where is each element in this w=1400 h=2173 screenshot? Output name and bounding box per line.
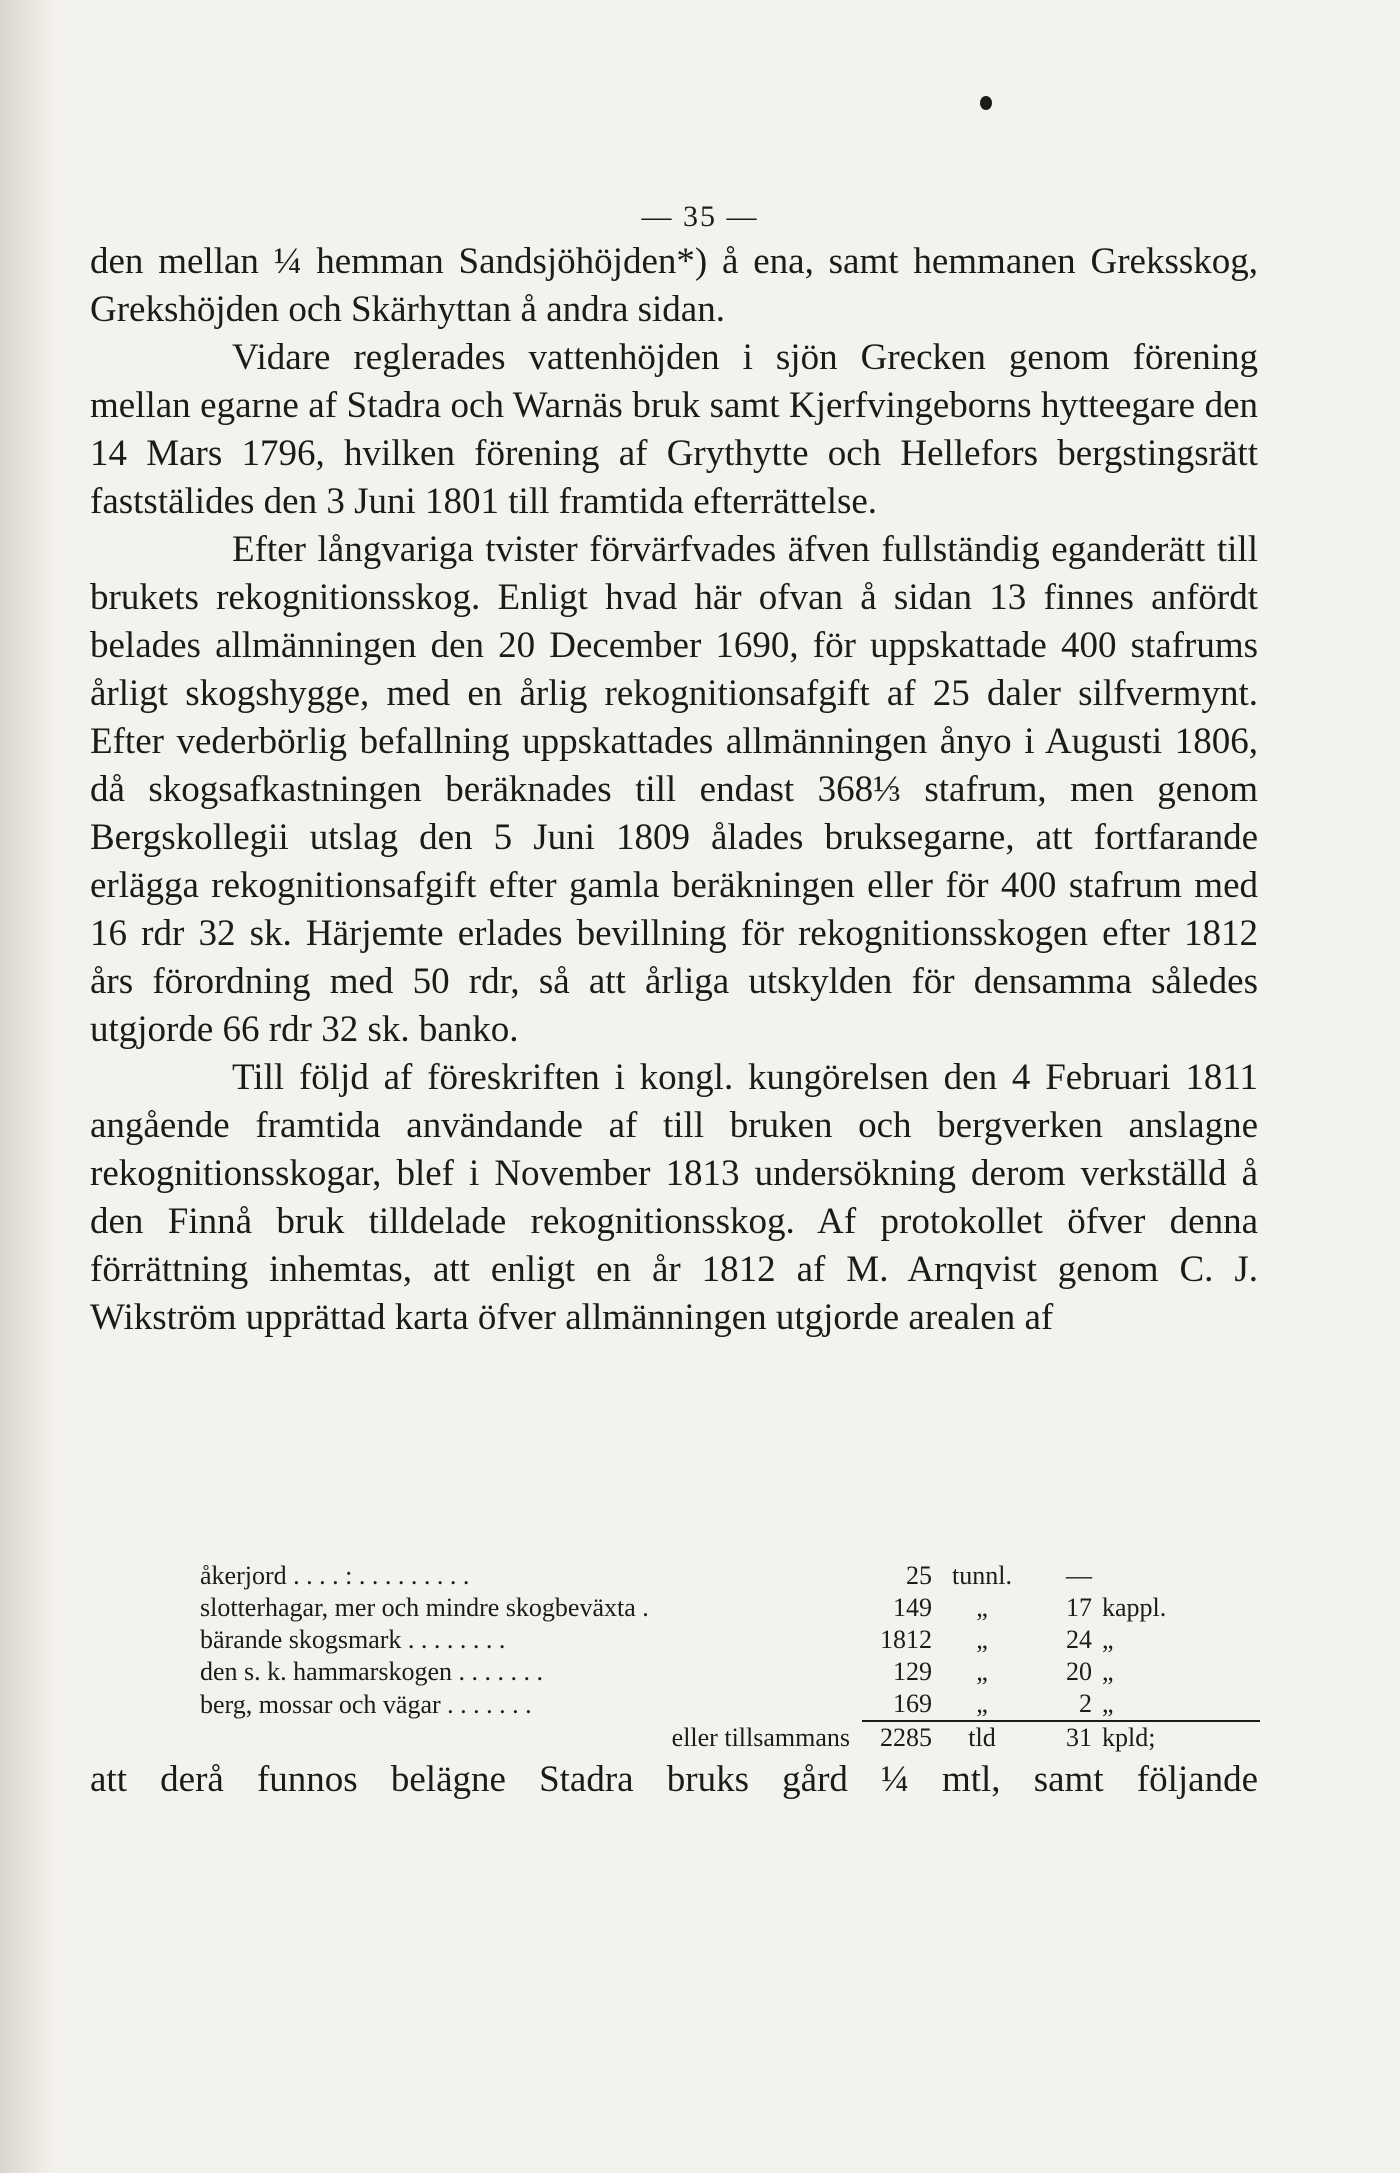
kappl-unit: kappl. [1102,1593,1167,1622]
kappl-unit: „ [1102,1657,1114,1686]
total-kappl-unit: kpld; [1092,1721,1260,1754]
kappl-value: 17 [1066,1593,1092,1622]
area-table [200,1560,1260,1754]
tunnl-value: 129 [893,1657,932,1686]
tunnl-value: 25 [906,1561,932,1590]
table-row [200,1624,1260,1656]
kappl-value: 2 [1079,1689,1092,1718]
row-label: berg, mossar och vägar . . . . . . . [200,1689,532,1719]
total-tunnl-value: 2285 [862,1721,932,1754]
tunnl-unit: „ [976,1593,988,1622]
ink-dot [980,96,992,110]
tunnl-value: 1812 [880,1625,932,1654]
paragraph-2: Vidare reglerades vattenhöjden i sjön Grecken genom förening mellan egarne af Stadra och Warnäs bruk samt Kjerfvingeborns hytteegare den 14 Mars 1796, hvilken förening af Grythytte och Hellefors bergstingsrätt faststälides den 3 Juni 1801 till framtida efterrättelse. [90,337,1258,522]
kappl-value: 24 [1066,1625,1092,1654]
row-label: den s. k. hammarskogen . . . . . . . [200,1657,544,1686]
tunnl-value: 149 [893,1593,932,1622]
row-label: åkerjord . . . . : . . . . . . . . . [200,1561,470,1590]
page-spine-shadow [0,0,58,2173]
total-kappl-value: 31 [1032,1721,1092,1754]
kappl-unit: „ [1102,1625,1114,1654]
table-row [200,1592,1260,1624]
tunnl-value: 169 [893,1689,932,1718]
table-row [200,1688,1260,1721]
final-line: att derå funnos belägne Stadra bruks gård ¼ mtl, samt följande [90,1759,1258,1800]
body-text [90,238,1258,1342]
tunnl-unit: „ [976,1625,988,1654]
paragraph-3: Efter långvariga tvister förvärfvades äfven fullständig eganderätt till brukets rekognitionsskog. Enligt hvad här ofvan å sidan 13 finnes anfördt belades allmänningen den 20 December 1690, för uppskattade 400 stafrums årligt skogshygge, med en årlig rekognitionsafgift af 25 daler silfvermynt. Efter vederbörlig befallning uppskattades allmänningen ånyo i Augusti 1806, då skogsafkastningen beräknades till endast 368⅓ stafrum, men genom Bergskollegii utslag den 5 Juni 1809 ålades bruksegarne, att fortfarande erlägga rekognitionsafgift efter gamla beräkningen eller för 400 stafrum med 16 rdr 32 sk. Härjemte erlades bevillning för rekognitionsskogen efter 1812 års förordning med 50 rdr, så att årliga utskylden för densamma således utgjorde 66 rdr 32 sk. banko. [90,529,1258,1050]
kappl-unit: „ [1102,1689,1114,1718]
total-label: eller tillsammans [671,1722,850,1752]
row-label: slotterhagar, mer och mindre skogbeväxta . [200,1593,649,1622]
row-label: bärande skogsmark . . . . . . . . [200,1625,506,1654]
page-number: — 35 — [641,200,759,233]
tunnl-unit: „ [976,1689,988,1718]
table-row [200,1560,1260,1592]
tunnl-unit: tunnl. [952,1561,1012,1590]
kappl-unit [1092,1560,1260,1592]
kappl-value: — [1066,1561,1092,1590]
paragraph-1: den mellan ¼ hemman Sandsjöhöjden*) å ena, samt hemmanen Greksskog, Grekshöjden och Skärhyttan å andra sidan. [90,241,1258,330]
tunnl-unit: „ [976,1657,988,1686]
table-row [200,1656,1260,1688]
kappl-value: 20 [1066,1657,1092,1686]
paragraph-4: Till följd af föreskriften i kongl. kungörelsen den 4 Februari 1811 angående framtida användande af till bruken och bergverken anslagne rekognitionsskogar, blef i November 1813 undersökning derom verkställd å den Finnå bruk tilldelade rekognitionsskog. Af protokollet öfver denna förrättning inhemtas, att enligt en år 1812 af M. Arnqvist genom C. J. Wikström upprättad karta öfver allmänningen utgjorde arealen af [90,1057,1258,1338]
table-total-row [200,1721,1260,1754]
total-tunnl-unit: tld [932,1721,1032,1754]
